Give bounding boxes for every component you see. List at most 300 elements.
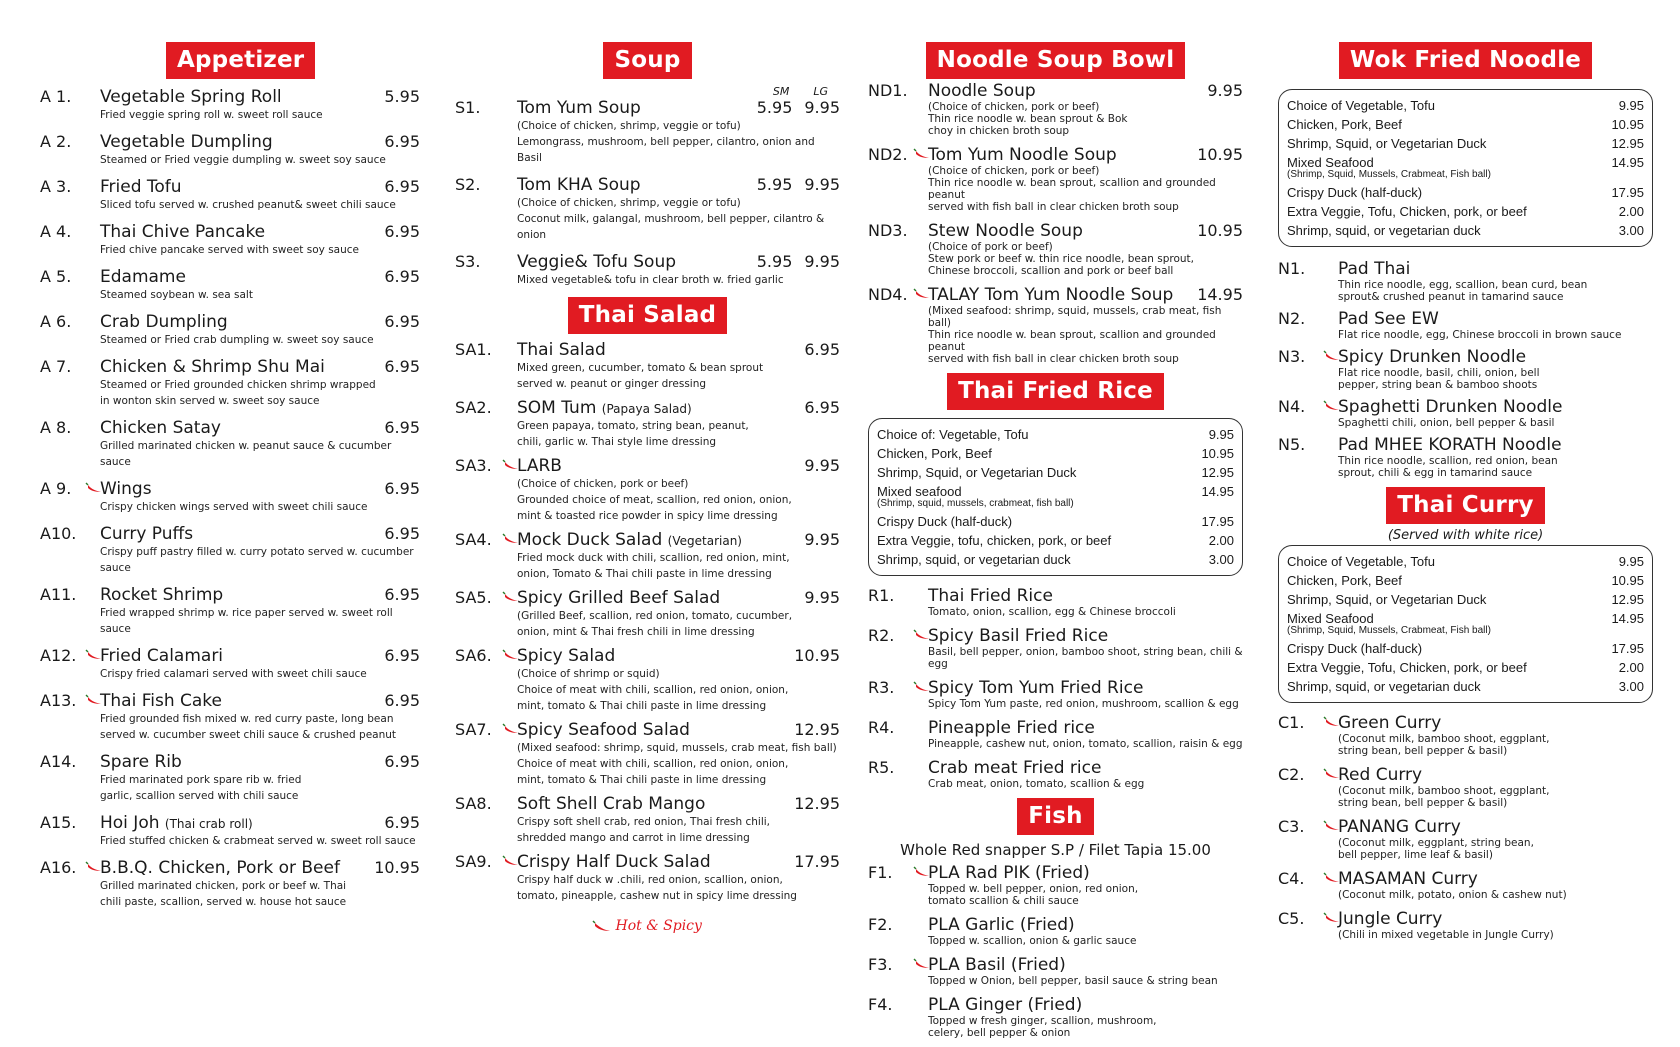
item-code: A12. [40,646,100,665]
item-name-line [100,222,420,242]
price-box-price: 12.95 [1611,592,1644,607]
price-box-price: 17.95 [1611,641,1644,656]
item-description: sprout, chili & egg in tamarind sauce [1338,467,1533,479]
item-code: S1. [455,98,481,117]
price-box-row [877,444,1234,463]
item-price: 6.95 [384,691,420,710]
item-price: 12.95 [794,794,840,813]
item-description: celery, bell pepper & onion [928,1027,1071,1039]
item-description: Thin rice noodle, scallion, red onion, bean [1338,455,1558,467]
item-description: Fried marinated pork spare rib w. fried [100,774,302,786]
item-price: 6.95 [384,752,420,771]
item-description: Thin rice noodle w. bean sprout & Bok [928,113,1128,125]
item-body [1338,435,1653,479]
item-name: Vegetable Dumpling [100,132,273,152]
item-name: Rocket Shrimp [100,585,224,605]
item-code: A 4. [40,222,72,241]
item-body [928,678,1243,710]
item-name-line [100,418,420,438]
item-name-note: (Vegetarian) [667,534,742,548]
item-body [100,132,420,168]
item-description: Crispy fried calamari served with sweet chili sauce [100,668,367,680]
menu-item [40,312,420,348]
chili-pepper-icon [1324,717,1340,727]
noodle-soup-section [868,42,1243,365]
price-box-price: 3.00 [1618,223,1644,238]
item-description: (Coconut milk, bamboo shoot, eggplant, [1338,733,1550,745]
item-code: A 8. [40,418,72,437]
thai-curry-note: (Served with white rice) [1387,528,1544,543]
chili-pepper-icon [86,483,102,493]
item-name-line [517,794,840,814]
price-box-label: Extra Veggie, tofu, chicken, pork, or beef [877,533,1112,548]
item-description: Fried grounded fish mixed w. red curry paste, long bean [100,713,394,725]
item-name: PLA Basil (Fried) [928,955,1066,975]
item-body [928,718,1243,750]
item-name: Fried Tofu [100,177,182,197]
item-name: Stew Noodle Soup [928,221,1083,241]
item-description: tomato scallion & chili sauce [928,895,1079,907]
price-box-label: Shrimp, Squid, or Vegetarian Duck [1287,592,1487,607]
item-name: Chicken Satay [100,418,221,438]
price-box-price: 2.00 [1618,660,1644,675]
item-name-line [1338,869,1653,889]
item-description: choy in chicken broth soup [928,125,1070,137]
fried-rice-section [868,373,1243,790]
item-name-line [100,177,420,197]
item-name-line [100,524,420,544]
item-code: A 5. [40,267,72,286]
item-code: A11. [40,585,77,604]
spicy-legend-text: Hot & Spicy [615,918,702,934]
item-price: 5.95 9.95 [756,252,840,271]
item-code: F4. [868,995,893,1014]
item-code: N4. [1278,397,1338,416]
item-body [1338,397,1653,429]
chili-pepper-icon [86,862,102,872]
item-name: Curry Puffs [100,524,194,544]
item-name: Pineapple Fried rice [928,718,1095,738]
item-name-line [100,87,420,107]
item-name: MASAMAN Curry [1338,869,1478,889]
thai-salad-list [455,340,840,904]
price-box-price: 17.95 [1201,514,1234,529]
item-name: Tom KHA Soup [517,175,641,195]
menu-item [40,87,420,123]
fried-rice-list [868,586,1243,790]
item-description: (Mixed seafood: shrimp, squid, mussels, crab meat, fish ball) [928,305,1222,329]
item-name-line [1338,817,1653,837]
item-description: Thin rice noodle, egg, scallion, bean curd, bean [1338,279,1588,291]
item-description: Sliced tofu served w. crushed peanut& sweet chili sauce [100,199,396,211]
item-price: 6.95 [804,340,840,359]
item-name-line [100,479,420,499]
item-description: Chinese broccoli, scallion and pork or beef ball [928,265,1174,277]
menu-item [455,98,840,166]
item-description: sprout& crushed peanut in tamarind sauce [1338,291,1564,303]
item-description: (Chili in mixed vegetable in Jungle Curry) [1338,929,1554,941]
item-price: 6.95 [384,418,420,437]
item-code: A13. [40,691,100,710]
item-name-line [517,588,840,608]
soup-section [455,42,840,288]
item-name: PLA Rad PIK (Fried) [928,863,1090,883]
item-code: A16. [40,858,100,877]
item-name-line [928,955,1243,975]
item-price: 6.95 [384,177,420,196]
item-name-line [517,456,840,476]
item-description: Crispy half duck w .chili, red onion, scallion, onion, [517,874,783,886]
thai-curry-list [1278,713,1653,941]
item-code: A10. [40,524,77,543]
thai-salad-section [455,297,840,934]
item-description: Topped w. scallion, onion & garlic sauce [928,935,1137,947]
menu-item [40,752,420,804]
item-name: Crispy Half Duck Salad [517,852,711,872]
price-box-row [1287,677,1644,696]
item-price: 9.95 [804,530,840,549]
price-box-row [877,425,1234,444]
menu-item [40,858,420,910]
item-code: R3. [868,678,928,697]
item-price: 6.95 [384,267,420,286]
menu-item [40,267,420,303]
menu-item [455,852,840,904]
item-description: Crispy puff pastry filled w. curry potato served w. cucumber sauce [100,546,414,574]
item-name-line [100,646,420,666]
item-price: 6.95 [384,222,420,241]
price-box-row [1287,590,1644,609]
item-body [100,177,420,213]
item-description: Spaghetti chili, onion, bell pepper & basil [1338,417,1555,429]
price-box-row [1287,221,1644,240]
item-description: onion, Tomato & Thai chili paste in lime dressing [517,568,772,580]
item-body [517,646,840,714]
item-name: Pad See EW [1338,309,1439,329]
item-name-line [100,585,420,605]
wok-noodle-heading: Wok Fried Noodle [1339,42,1592,79]
menu-item [455,175,840,243]
item-description: (Coconut milk, bamboo shoot, eggplant, [1338,785,1550,797]
item-name-line [928,915,1243,935]
item-body [517,852,840,904]
chili-pepper-icon [503,724,519,734]
item-name: Tom Yum Noodle Soup [928,145,1117,165]
item-code: R5. [868,758,895,777]
item-name-note: (Papaya Salad) [601,402,692,416]
menu-item [1278,309,1653,341]
item-code: N1. [1278,259,1306,278]
item-price: 5.95 9.95 [756,98,840,117]
chili-pepper-icon [914,682,930,692]
menu-item [1278,347,1653,391]
item-description: Grilled marinated chicken, pork or beef w. Thai [100,880,347,892]
price-box-label: Shrimp, Squid, or Vegetarian Duck [877,465,1077,480]
chili-pepper-icon [1324,769,1340,779]
item-body [100,752,420,804]
menu-item [455,456,840,524]
item-description: Basil, bell pepper, onion, bamboo shoot, string bean, chili & egg [928,646,1243,670]
item-code: C5. [1278,909,1338,928]
item-description: onion, mint & Thai fresh chili in lime dressing [517,626,755,638]
item-price: 10.95 [1197,221,1243,240]
noodle-rice-fish-column [868,0,1243,1047]
item-name-line [1338,713,1653,733]
menu-item [868,81,1243,137]
price-box-row [1287,134,1644,153]
price-box-label: Crispy Duck (half-duck) [877,514,1013,529]
item-name-line [1338,309,1653,329]
item-name: Spicy Basil Fried Rice [928,626,1109,646]
price-box-label: Crispy Duck (half-duck) [1287,641,1423,656]
item-body [928,221,1243,277]
item-body [100,479,420,515]
item-name-line [928,285,1243,305]
item-code: R1. [868,586,895,605]
item-description: Thin rice noodle w. bean sprout, scallion and grounded peanut [928,177,1216,201]
price-box-row [877,531,1234,550]
menu-item [455,720,840,788]
item-body [100,524,420,576]
item-description: Topped w. bell pepper, onion, red onion, [928,883,1139,895]
item-description: Fried veggie spring roll w. sweet roll sauce [100,109,323,121]
price-box-label: Shrimp, squid, or vegetarian duck [1287,679,1481,694]
menu-item [868,145,1243,213]
item-price: 14.95 [1197,285,1243,304]
price-box-price: 10.95 [1611,573,1644,588]
menu-item [40,585,420,637]
price-box-price: 2.00 [1208,533,1234,548]
price-box-label: Mixed seafood [877,484,962,499]
item-body [1338,909,1653,941]
item-description: (Choice of chicken, shrimp, veggie or tofu) [517,120,741,132]
item-body [517,252,840,288]
item-description: chili paste, scallion, served w. house hot sauce [100,896,347,908]
price-box-row [877,463,1234,482]
item-description: Flat rice noodle, basil, chili, onion, bell [1338,367,1540,379]
item-body [100,858,420,910]
price-box-price: 12.95 [1611,136,1644,151]
item-description: Coconut milk, galangal, mushroom, bell pepper, cilantro & onion [517,213,825,241]
item-body [100,813,420,849]
item-description: (Coconut milk, potato, onion & cashew nut) [1338,889,1567,901]
item-name: PANANG Curry [1338,817,1461,837]
soup-salad-column [455,0,840,934]
item-body [1338,765,1653,809]
item-description: Steamed soybean w. sea salt [100,289,253,301]
item-code: SA8. [455,794,492,813]
item-name-line [928,863,1243,883]
item-description: mint, tomato & Thai chili paste in lime dressing [517,700,767,712]
item-code: A 1. [40,87,72,106]
item-name-line [517,720,840,740]
wok-noodle-price-box [1278,89,1653,247]
item-name: Crab meat Fried rice [928,758,1102,778]
item-description: Crab meat, onion, tomato, scallion & egg [928,778,1145,790]
item-price: 9.95 [804,456,840,475]
menu-item [1278,397,1653,429]
item-name-line [1338,909,1653,929]
price-box-price: 10.95 [1201,446,1234,461]
spicy-legend [455,918,840,934]
chili-pepper-icon [503,534,519,544]
item-code: R4. [868,718,895,737]
price-box-label: Shrimp, Squid, or Vegetarian Duck [1287,136,1487,151]
price-box-label: Mixed Seafood [1287,155,1374,170]
price-box-row [1287,115,1644,134]
item-description: Flat rice noodle, egg, Chinese broccoli in brown sauce [1338,329,1622,341]
chili-pepper-icon [503,650,519,660]
item-price: 6.95 [384,132,420,151]
soup-heading: Soup [603,42,691,79]
item-description: Steamed or Fried crab dumpling w. sweet soy sauce [100,334,374,346]
item-price: 6.95 [804,398,840,417]
item-description: (Choice of chicken, shrimp, veggie or tofu) [517,197,741,209]
item-body [1338,713,1653,757]
noodle-soup-heading: Noodle Soup Bowl [926,42,1186,79]
item-name-line [100,691,420,711]
item-price: 6.95 [384,524,420,543]
price-box-label: Shrimp, squid, or vegetarian duck [877,552,1071,567]
item-body [1338,817,1653,861]
item-body [517,98,840,166]
fish-subtitle: Whole Red snapper S.P / Filet Tapia 15.00 [900,841,1211,859]
price-box-note: (Shrimp, squid, mussels, crabmeat, fish ball) [877,498,1074,509]
item-name-line [100,858,420,878]
item-price: 6.95 [384,312,420,331]
item-body [100,267,420,303]
price-box-row [877,550,1234,569]
item-name: Crab Dumpling [100,312,228,332]
item-body [928,915,1243,947]
chili-pepper-icon [914,630,930,640]
item-description: served w. peanut or ginger dressing [517,378,707,390]
item-name: Soft Shell Crab Mango [517,794,706,814]
item-code: S3. [455,252,481,271]
chili-pepper-icon [914,289,930,299]
thai-curry-price-box [1278,545,1653,703]
item-description: (Grilled Beef, scallion, red onion, tomato, cucumber, [517,610,793,622]
item-description: Lemongrass, mushroom, bell pepper, cilantro, onion and Basil [517,136,815,164]
item-name-line [1338,765,1653,785]
item-body [1338,309,1653,341]
item-code: A14. [40,752,77,771]
item-description: Topped w fresh ginger, scallion, mushroom, [928,1015,1157,1027]
item-description: Fried chive pancake served with sweet soy sauce [100,244,360,256]
item-body [928,81,1243,137]
item-name: SOM Tum (Papaya Salad) [517,398,692,418]
item-name: Pad MHEE KORATH Noodle [1338,435,1562,455]
chili-pepper-icon [86,650,102,660]
chili-pepper-icon [593,921,611,932]
item-body [928,758,1243,790]
menu-item [455,794,840,846]
chili-pepper-icon [1324,873,1340,883]
item-description: Crispy soft shell crab, red onion, Thai fresh chili, [517,816,771,828]
item-name-line [517,98,840,118]
price-box-price: 14.95 [1201,484,1234,499]
chili-pepper-icon [1324,913,1340,923]
soup-size-sm: SM [772,85,790,98]
fried-rice-heading: Thai Fried Rice [947,373,1164,410]
menu-item [868,678,1243,710]
item-code: A 9. [40,479,100,498]
item-name-line [100,267,420,287]
item-body [100,646,420,682]
menu-item [40,177,420,213]
item-body [100,87,420,123]
price-box-price: 17.95 [1611,185,1644,200]
item-name-line [928,995,1243,1015]
item-name: Thai Fried Rice [928,586,1053,606]
item-body [517,530,840,582]
menu-item [868,863,1243,907]
item-body [100,418,420,470]
item-description: Green papaya, tomato, string bean, peanut, [517,420,749,432]
item-description: mint & toasted rice powder in spicy lime dressing [517,510,778,522]
item-body [517,588,840,640]
item-description: chili, garlic w. Thai style lime dressing [517,436,717,448]
item-name: Jungle Curry [1338,909,1443,929]
price-box-price: 10.95 [1611,117,1644,132]
item-body [928,995,1243,1039]
item-price: 6.95 [384,813,420,832]
menu-item [40,222,420,258]
appetizer-heading: Appetizer [166,42,315,79]
item-description: Grilled marinated chicken w. peanut sauce & cucumber sauce [100,440,392,468]
chili-pepper-icon [914,149,930,159]
item-name: Spicy Salad [517,646,616,666]
item-name: Spare Rib [100,752,182,772]
item-name-line [1338,347,1653,367]
item-body [928,955,1243,987]
item-code: ND4. [868,285,928,304]
item-description: Spicy Tom Yum paste, red onion, mushroom, scallion & egg [928,698,1239,710]
menu-item [455,530,840,582]
item-code: F3. [868,955,928,974]
menu-item [40,646,420,682]
appetizer-column [40,0,420,919]
item-code: ND1. [868,81,908,100]
price-box-label: Shrimp, squid, or vegetarian duck [1287,223,1481,238]
item-description: Choice of meat with chili, scallion, red onion, onion, [517,684,789,696]
menu-item [40,479,420,515]
thai-curry-heading: Thai Curry [1386,487,1544,524]
price-box-price: 14.95 [1611,155,1644,170]
item-name: TALAY Tom Yum Noodle Soup [928,285,1174,305]
noodle-soup-list [868,81,1243,365]
item-name-line [928,758,1243,778]
item-name-line [928,718,1243,738]
item-description: Topped w Onion, bell pepper, basil sauce & string bean [928,975,1218,987]
item-description: Crispy chicken wings served with sweet chili sauce [100,501,368,513]
item-body [928,586,1243,618]
item-price: 9.95 [1207,81,1243,100]
item-body [517,456,840,524]
item-code: SA4. [455,530,517,549]
item-description: (Choice of chicken, pork or beef) [517,478,689,490]
item-code: C1. [1278,713,1338,732]
item-body [1338,347,1653,391]
item-code: A 3. [40,177,72,196]
chili-pepper-icon [914,867,930,877]
item-name: Spicy Grilled Beef Salad [517,588,721,608]
fish-heading: Fish [1017,798,1093,835]
item-code: R2. [868,626,928,645]
item-name-line [100,132,420,152]
item-description: tomato, pineapple, cashew nut in spicy lime dressing [517,890,797,902]
price-box-row [1287,183,1644,202]
